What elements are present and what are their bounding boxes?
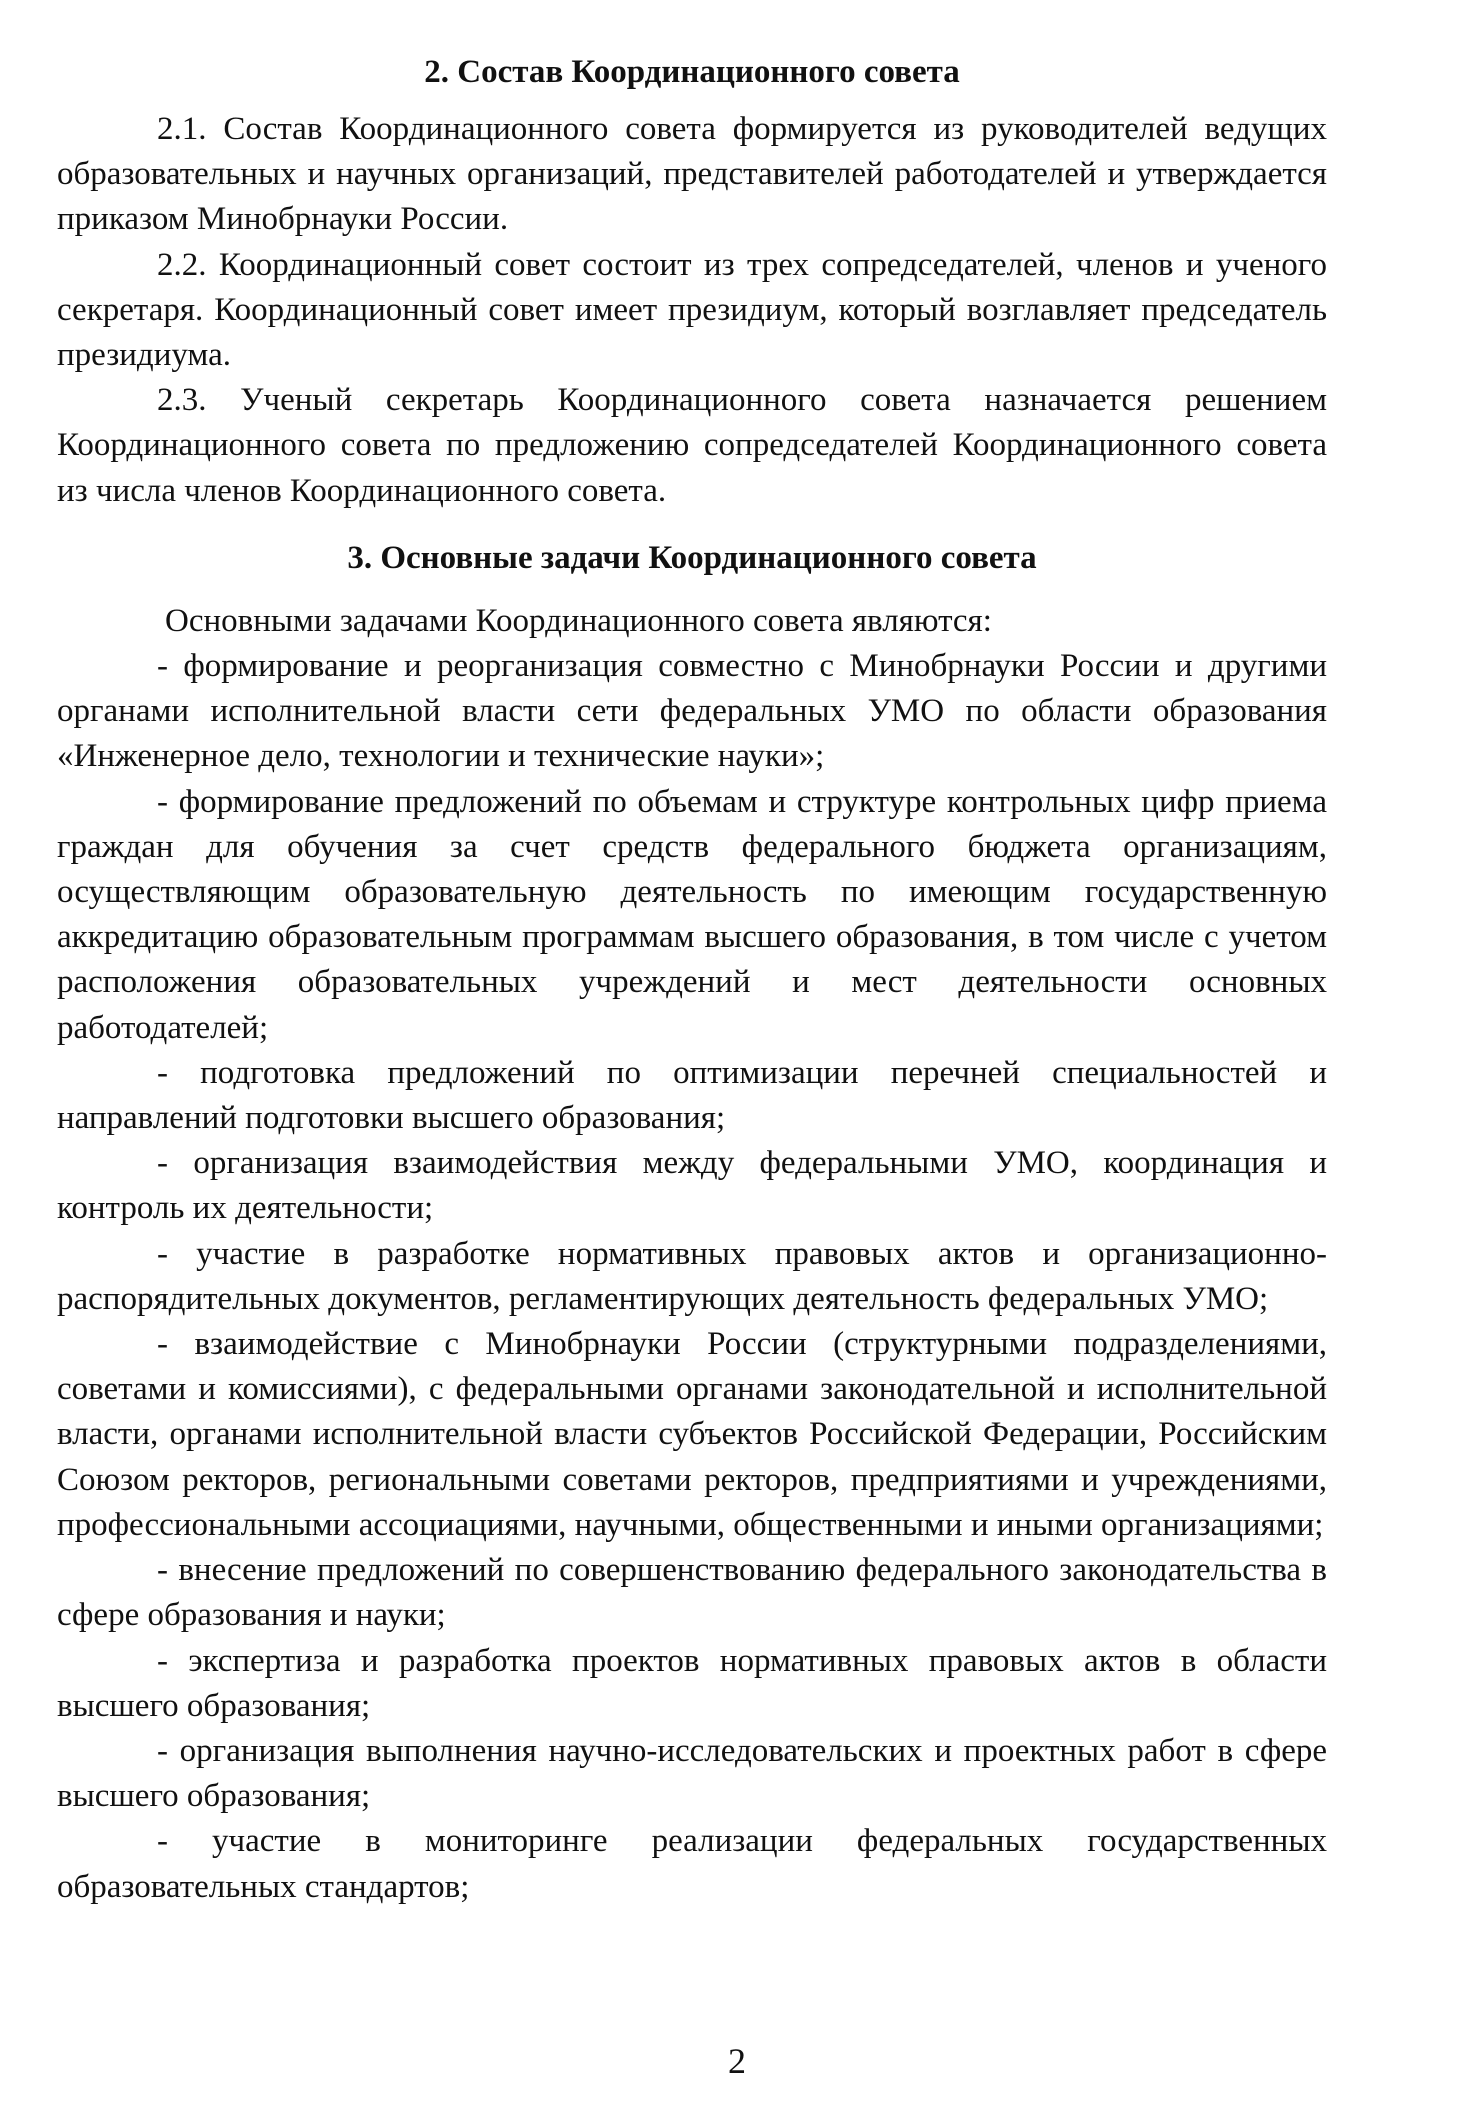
task-item: - подготовка предложений по оптимизации перечней специальностей и направлений подготовки высшего образования; bbox=[57, 1054, 1327, 1137]
section-3-intro: Основными задачами Координационного совета являются: bbox=[165, 602, 992, 639]
task-item: - экспертиза и разработка проектов нормативных правовых актов в области высшего образования; bbox=[57, 1642, 1327, 1724]
paragraph-2-2: 2.2. Координационный совет состоит из трех сопредседателей, членов и ученого секретаря. Координационный совет имеет президиум, который возглавляет председатель президиума. bbox=[57, 246, 1327, 374]
task-item: - организация выполнения научно-исследовательских и проектных работ в сфере высшего образования; bbox=[57, 1732, 1327, 1815]
task-item: - формирование и реорганизация совместно с Минобрнауки России и другими органами исполнительной власти сети федеральных УМО по области образования «Инженерное дело, технологии и технические науки»; bbox=[57, 648, 1327, 775]
document-page bbox=[57, 40, 1327, 1910]
section-3-heading: 3. Основные задачи Координационного совета bbox=[347, 539, 1037, 576]
paragraph-2-3: 2.3. Ученый секретарь Координационного совета назначается решением Координационного совета по предложению сопредседателей Координационного совета из числа членов Координационного совета. bbox=[57, 382, 1327, 509]
task-item: - взаимодействие с Минобрнауки России (структурными подразделениями, советами и комиссиями), с федеральными органами законодательной и исполнительной власти, органами исполнительной власти субъектов Российской Федерации, Российским Союзом ректоров, региональными советами ректоров, предприятиями и учреждениями, профессиональными ассоциациями, научными, общественными и иными организациями; bbox=[57, 1326, 1327, 1543]
section-2-heading: 2. Состав Координационного совета bbox=[424, 54, 960, 90]
page-number: 2 bbox=[728, 2041, 746, 2081]
paragraph-2-1: 2.1. Состав Координационного совета формируется из руководителей ведущих образовательных и научных организаций, представителей работодателей и утверждается приказом Минобрнауки России. bbox=[57, 111, 1327, 238]
task-item: - организация взаимодействия между федеральными УМО, координация и контроль их деятельности; bbox=[57, 1145, 1327, 1227]
task-item: - формирование предложений по объемам и структуре контрольных цифр приема граждан для обучения за счет средств федерального бюджета организациям, осуществляющим образовательную деятельность по имеющим государственную аккредитацию образовательным программам высшего образования, в том числе с учетом расположения образовательных учреждений и мест деятельности основных работодателей; bbox=[57, 783, 1327, 1046]
task-item: - участие в мониторинге реализации федеральных государственных образовательных стандартов; bbox=[57, 1823, 1327, 1905]
task-item: - участие в разработке нормативных правовых актов и организационно-распорядительных документов, регламентирующих деятельность федеральных УМО; bbox=[57, 1235, 1327, 1317]
task-item: - внесение предложений по совершенствованию федерального законодательства в сфере образования и науки; bbox=[57, 1552, 1327, 1634]
